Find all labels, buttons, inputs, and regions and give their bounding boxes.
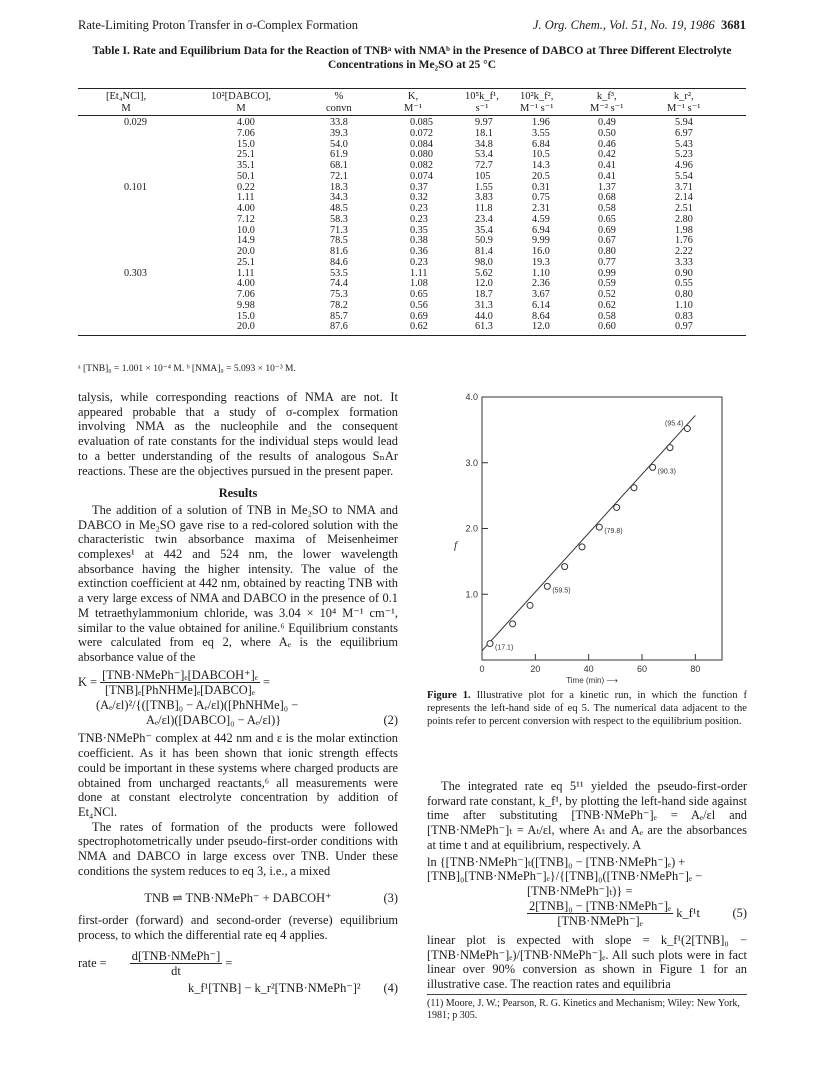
equation-5 <box>427 855 747 930</box>
table-cell: 5.94 <box>675 117 693 128</box>
column-header-line: M⁻¹ <box>404 103 423 114</box>
table-cell: 50.9 <box>475 235 493 247</box>
table-cell: 6.94 <box>532 224 550 236</box>
y-tick-label: 4.0 <box>465 392 478 402</box>
table-cell: 85.7 <box>330 310 348 322</box>
table-cell: 87.6 <box>330 321 348 333</box>
eq2-number: (2) <box>383 712 398 727</box>
page-number: 3681 <box>721 18 746 32</box>
table-cell: 0.69 <box>598 224 616 236</box>
table-cell: 4.00 <box>237 203 255 214</box>
table-cell: 0.029 <box>124 117 147 128</box>
table-cell: 0.085 <box>410 117 433 128</box>
table-cell: 18.1 <box>475 127 493 139</box>
table-cell: 0.42 <box>598 149 616 161</box>
table-cell: 3.71 <box>675 181 693 193</box>
eq3-number: (3) <box>383 890 398 905</box>
column-header-line: M⁻¹ s⁻¹ <box>667 103 701 114</box>
x-tick-label: 60 <box>636 664 648 674</box>
kinetic-plot <box>427 385 747 685</box>
table-cell: 50.1 <box>237 170 255 182</box>
table-cell: 1.10 <box>675 299 693 311</box>
table-bottom-rule <box>78 335 746 336</box>
table-cell: 0.97 <box>675 321 693 333</box>
eq4-fraction <box>130 949 222 979</box>
section-heading-results: Results <box>218 486 258 501</box>
column-header-line: M <box>121 103 131 114</box>
table-cell: 4.96 <box>675 160 693 171</box>
column-header-line: % <box>334 91 344 102</box>
table-cell: 3.55 <box>532 127 550 139</box>
table-cell: 0.084 <box>410 138 433 150</box>
table-cell: 20.0 <box>237 321 255 333</box>
table-cell: 0.62 <box>410 321 428 333</box>
table-cell: 0.23 <box>410 213 428 225</box>
table-cell: 0.074 <box>410 170 433 182</box>
table-cell: 1.55 <box>475 181 493 193</box>
table-cell: 9.98 <box>237 299 255 311</box>
table-cell: 2.51 <box>675 203 693 214</box>
y-axis-label: f <box>454 539 458 552</box>
paragraph-eq5-intro: The integrated rate eq 5¹¹ yielded the pseudo-first-order forward rate constant, k_f¹, by plotting the left-hand side against time after substituting [TNB·NMePh⁻]ₑ = Aₑ/εl and [TNB·NMePh⁻]ₜ = Aₜ/εl, where Aₜ and Aₑ are the absorbances at time t and at equilibrium, respectively. A <box>427 779 747 852</box>
eq5-denominator: [TNB·NMePh⁻]ₑ <box>557 914 643 929</box>
table-cell: 11.8 <box>475 203 493 214</box>
table-cell: 0.101 <box>124 181 147 193</box>
table-cell: 1.11 <box>410 267 428 279</box>
column-header <box>590 91 623 115</box>
table-cell: 0.69 <box>410 310 428 322</box>
table-cell: 5.54 <box>675 170 693 182</box>
point-label: (59.5) <box>552 587 571 595</box>
paragraph-eq5-after: linear plot is expected with slope = k_f¹(2[TNB]₀ − [TNB·NMePh⁻]ₑ)/[TNB·NMePh⁻]ₑ. All such plots were in fact linear over 90% conversion as shown in Figure 1 for an illustrative case. The reaction rates and equilibria <box>427 933 747 992</box>
table-cell: 44.0 <box>475 310 493 322</box>
column-header <box>465 91 499 115</box>
table-cell: 0.32 <box>410 192 428 204</box>
eq5-fraction <box>527 899 673 929</box>
table-cell: 0.23 <box>410 203 428 214</box>
table-cell: 74.4 <box>330 278 348 290</box>
table-cell: 0.35 <box>410 224 428 236</box>
table-cell: 53.4 <box>475 149 493 161</box>
column-header-line: M <box>236 103 246 114</box>
x-axis-label: Time (min) ⟶ <box>566 676 618 685</box>
table-cell: 81.4 <box>475 246 493 257</box>
data-point <box>579 544 585 550</box>
table-cell: 78.5 <box>330 235 348 247</box>
table-cell: 75.3 <box>330 289 348 300</box>
table-cell: 5.23 <box>675 149 693 161</box>
table-cell: 0.50 <box>598 127 616 139</box>
column-header-line: M⁻¹ s⁻¹ <box>520 103 554 114</box>
table-cell: 0.83 <box>675 310 693 322</box>
table-cell: 35.4 <box>475 224 493 236</box>
table-cell: 9.97 <box>475 117 493 128</box>
table-cell: 0.67 <box>598 235 616 247</box>
y-tick-label: 1.0 <box>465 589 478 600</box>
table-footnote: ᵃ [TNB]₀ = 1.001 × 10⁻⁴ M. ᵇ [NMA]₀ = 5.093 × 10⁻³ M. <box>78 364 296 374</box>
column-header-line: k_r², <box>673 91 694 102</box>
table-cell: 10.5 <box>532 149 550 161</box>
column-header-line: K, <box>407 91 419 102</box>
table-cell: 0.072 <box>410 127 433 139</box>
table-cell: 53.5 <box>330 267 348 279</box>
table-cell: 3.33 <box>675 256 693 268</box>
table-cell: 0.62 <box>598 299 616 311</box>
table-cell: 68.1 <box>330 160 348 171</box>
table-cell: 14.3 <box>532 160 550 171</box>
column-header-line: 10²[DABCO], <box>211 91 272 102</box>
column-header-line: [Et₄NCl], <box>106 91 147 102</box>
eq4-rhs: k_f¹[TNB] − k_r²[TNB·NMePh⁻]² <box>188 981 361 996</box>
table-cell: 0.41 <box>598 170 616 182</box>
data-point <box>510 621 516 627</box>
eq2-fraction <box>100 668 260 698</box>
equation-3 <box>78 891 398 906</box>
column-header-line: s⁻¹ <box>475 103 489 114</box>
table-cell: 0.31 <box>532 181 550 193</box>
table-cell: 1.10 <box>532 267 550 279</box>
table-header <box>78 89 746 115</box>
table-cell: 6.97 <box>675 127 693 139</box>
paragraph-results-4: first-order (forward) and second-order (reverse) equilibrium process, to which the differential rate eq 4 applies. <box>78 913 398 942</box>
table-cell: 4.00 <box>237 278 255 290</box>
table-cell: 0.080 <box>410 149 433 161</box>
table-cell: 0.68 <box>598 192 616 204</box>
table-cell: 20.5 <box>532 170 550 182</box>
table-cell: 15.0 <box>237 138 255 150</box>
table-cell: 0.38 <box>410 235 428 247</box>
x-tick-label: 40 <box>583 664 594 674</box>
table-cell: 78.2 <box>330 299 348 311</box>
table-cell: 18.3 <box>330 181 348 193</box>
eq5-line3: [TNB·NMePh⁻]ₜ)} = <box>527 883 633 898</box>
table-cell: 0.58 <box>598 203 616 214</box>
figure-caption-label: Figure 1. <box>427 690 471 701</box>
paragraph-results-2: TNB·NMePh⁻ complex at 442 nm and ε is the molar extinction coefficient. As it has been shown that ionic strength effects could be important in these systems where charged products are obtained from uncharged reactants,⁶ all measurements were done at constant electrolyte concentration by addition of Et₄NCl. <box>78 731 398 819</box>
table-cell: 34.8 <box>475 138 493 150</box>
table-cell: 0.80 <box>675 289 693 300</box>
table-cell: 2.80 <box>675 213 693 225</box>
table-cell: 54.0 <box>330 138 348 150</box>
table-cell: 0.99 <box>598 267 616 279</box>
table-cell: 2.36 <box>532 278 550 290</box>
equation-4: rate = $\frac{\text{d[TNB·NMePh⁻]}}{dt}$ = k_f¹[TNB] − k_r²[TNB·NMePh⁻]² (4) <box>78 948 398 996</box>
table-cell: 19.3 <box>532 256 550 268</box>
table-cell: 0.59 <box>598 278 616 290</box>
column-header <box>106 91 146 115</box>
column-header <box>404 91 422 115</box>
table-cell: 61.9 <box>330 149 348 161</box>
left-column <box>78 390 398 996</box>
table-header-rule <box>78 115 746 116</box>
column-header <box>211 91 271 115</box>
column-header-line: 10⁵k_f¹, <box>465 91 499 102</box>
table-cell: 0.49 <box>598 117 616 128</box>
table-cell: 1.76 <box>675 235 693 247</box>
table-cell: 8.64 <box>532 310 550 322</box>
table-cell: 58.3 <box>330 213 348 225</box>
eq2-line2: (Aₑ/εl)²/{([TNB]₀ − Aₑ/εl)([PhNHMe]₀ − <box>96 698 299 713</box>
table-cell: 0.80 <box>598 246 616 257</box>
eq4-lhs: rate = <box>78 955 107 970</box>
eq2-numerator: [TNB·NMePh⁻]ₑ[DABCOH⁺]ₑ <box>102 667 258 682</box>
table-cell: 3.67 <box>532 289 550 300</box>
fit-line <box>482 415 695 650</box>
table-cell: 6.84 <box>532 138 550 150</box>
table-cell: 0.77 <box>598 256 616 268</box>
data-point <box>596 524 602 530</box>
right-column <box>427 779 747 992</box>
reference-footnote: (11) Moore, J. W.; Pearson, R. G. Kinetics and Mechanism; Wiley: New York, 1981; p 305. <box>427 994 747 1022</box>
table-body <box>78 118 746 333</box>
eq5-line1: ln {[TNB·NMePh⁻]ₜ([TNB]₀ − [TNB·NMePh⁻]ₑ) + <box>427 854 686 869</box>
data-point <box>544 583 550 589</box>
table-cell: 23.4 <box>475 213 493 225</box>
table-cell: 0.75 <box>532 192 550 204</box>
eq2-line3: Aₑ/εl)([DABCO]₀ − Aₑ/εl)} <box>146 712 282 727</box>
eq2-lhs: K = <box>78 674 98 689</box>
eq3-text: TNB ⇌ TNB·NMePh⁻ + DABCOH⁺ <box>144 890 332 905</box>
table-cell: 0.90 <box>675 267 693 279</box>
table-cell: 1.11 <box>237 192 255 204</box>
table-row <box>78 129 746 140</box>
table-cell: 18.7 <box>475 289 493 300</box>
x-tick-label: 80 <box>690 664 701 674</box>
table-cell: 0.52 <box>598 289 616 300</box>
y-tick-label: 3.0 <box>465 457 478 468</box>
equation-2: K = $\frac{\text{[TNB·NMePh⁻]ₑ[DABCOH⁺]ₑ}}{\text{[TNB]ₑ[PhNHMe]ₑ[DABCO]ₑ}}$ = (Aₑ/εl)²/{([TNB]₀ − Aₑ/εl)([PhNHMe]₀ − Aₑ/εl)([DABCO]₀ − Aₑ/εl)} (2) <box>78 667 398 727</box>
column-header-line: k_f³, <box>596 91 617 102</box>
eq4-numerator: d[TNB·NMePh⁻] <box>131 948 221 963</box>
table-cell: 0.56 <box>410 299 428 311</box>
table-cell: 7.12 <box>237 213 255 225</box>
table-cell: 4.59 <box>532 213 550 225</box>
column-header <box>667 91 700 115</box>
eq5-tail: k_f¹t <box>676 905 700 920</box>
eq5-number: (5) <box>732 906 747 921</box>
table-cell: 48.5 <box>330 203 348 214</box>
table-row <box>78 258 746 269</box>
column-header <box>520 91 553 115</box>
table-cell: 72.1 <box>330 170 348 182</box>
column-header <box>326 91 352 115</box>
journal-name: J. Org. Chem., Vol. 51, No. 19, 1986 <box>532 18 715 32</box>
table-cell: 1.98 <box>675 224 693 236</box>
table-cell: 0.303 <box>124 267 147 279</box>
figure-1 <box>427 385 747 685</box>
table-cell: 81.6 <box>330 246 348 257</box>
table-cell: 12.0 <box>532 321 550 333</box>
figure-caption <box>427 689 747 728</box>
table-cell: 34.3 <box>330 192 348 204</box>
table-cell: 72.7 <box>475 160 493 171</box>
table-cell: 84.6 <box>330 256 348 268</box>
eq5-line2: [TNB]₀[TNB·NMePh⁻]ₑ}/{[TNB]₀([TNB·NMePh⁻]ₑ − <box>427 869 703 884</box>
journal-citation <box>533 18 746 33</box>
data-point <box>487 641 493 647</box>
table-cell: 0.65 <box>598 213 616 225</box>
column-header-line: M⁻² s⁻¹ <box>590 103 624 114</box>
data-point <box>631 485 637 491</box>
table-row <box>78 215 746 226</box>
table-row <box>78 322 746 333</box>
table-cell: 15.0 <box>237 310 255 322</box>
table-cell: 0.22 <box>237 181 255 193</box>
data-point <box>562 564 568 570</box>
table-cell: 25.1 <box>237 256 255 268</box>
table-cell: 6.14 <box>532 299 550 311</box>
table-cell: 33.8 <box>330 117 348 128</box>
column-header-line: 10²k_f², <box>520 91 554 102</box>
table-cell: 1.08 <box>410 278 428 290</box>
column-header-line: convn <box>326 103 352 114</box>
table-cell: 1.96 <box>532 117 550 128</box>
table-row <box>78 172 746 183</box>
running-title: Rate-Limiting Proton Transfer in σ-Complex Formation <box>78 18 358 32</box>
table-cell: 98.0 <box>475 256 493 268</box>
table-cell: 61.3 <box>475 321 493 333</box>
x-tick-label: 20 <box>530 664 541 674</box>
figure-caption-text: Illustrative plot for a kinetic run, in which the function f represents the left-hand side of eq 5. The numerical data adjacent to the points refer to percent conversion with respect to the equilibrium position. <box>427 690 747 727</box>
table-cell: 0.37 <box>410 181 428 193</box>
paragraph-results-3: The rates of formation of the products were followed spectrophotometrically under pseudo-first-order conditions with NMA and DABCO in large excess over TNB. Under these conditions the system reduces to eq 3, i.e., a mixed <box>78 819 398 878</box>
table-row <box>78 301 746 312</box>
table-cell: 16.0 <box>532 246 550 257</box>
data-table <box>78 88 746 336</box>
table-cell: 0.65 <box>410 289 428 300</box>
table-cell: 1.11 <box>237 267 255 279</box>
table-cell: 0.23 <box>410 256 428 268</box>
table-cell: 14.9 <box>237 235 255 247</box>
table-cell: 71.3 <box>330 224 348 236</box>
table-cell: 10.0 <box>237 224 255 236</box>
data-point <box>614 504 620 510</box>
eq4-number: (4) <box>383 981 398 996</box>
data-point <box>667 445 673 451</box>
table-cell: 1.37 <box>598 181 616 193</box>
table-cell: 2.14 <box>675 192 693 204</box>
table-cell: 0.58 <box>598 310 616 322</box>
x-tick-label: 0 <box>479 664 485 674</box>
table-cell: 0.46 <box>598 138 616 150</box>
table-cell: 12.0 <box>475 278 493 290</box>
paragraph-results-1: The addition of a solution of TNB in Me₂SO to NMA and DABCO in Me₂SO gave rise to a red-colored solution with the characteristic twin absorbance maxima of Meisenheimer complexes¹ at 442 and 524 nm, the lower wavelength absorbance having the higher intensity. The value of the extinction coefficient at 442 nm, obtained by reacting TNB with a very large excess of NMA and DABCO in the presence of 0.1 M tetraethylammonium chloride, was 3.04 × 10⁴ M⁻¹ cm⁻¹, similar to the value obtained for aniline.⁶ Equilibrium constants were calculated from eq 2, where Aₑ is the equilibrium absorbance value of the <box>78 502 398 664</box>
table-cell: 2.22 <box>675 246 693 257</box>
table-cell: 31.3 <box>475 299 493 311</box>
point-label: (90.3) <box>657 468 676 476</box>
table-cell: 25.1 <box>237 149 255 161</box>
paragraph-intro: talysis, while corresponding reactions of NMA are not. It appeared probable that a study of σ-complex formation involving NMA as the nucleophile and the consequent evaluation of rate constants for the individual steps would lead to a better understanding of the results of analogous SₙAr reactions. These are the objectives pursued in the present paper. <box>78 390 398 478</box>
table-cell: 105 <box>475 170 491 182</box>
table-cell: 39.3 <box>330 127 348 139</box>
point-label: (79.8) <box>604 528 623 536</box>
table-cell: 4.00 <box>237 117 255 128</box>
point-label: (17.1) <box>495 644 514 652</box>
table-cell: 0.41 <box>598 160 616 171</box>
table-cell: 0.36 <box>410 246 428 257</box>
data-point <box>684 426 690 432</box>
table-cell: 5.43 <box>675 138 693 150</box>
table-cell: 7.06 <box>237 127 255 139</box>
table-cell: 3.83 <box>475 192 493 204</box>
y-tick-label: 2.0 <box>465 523 478 534</box>
eq4-denominator: dt <box>171 964 181 979</box>
table-cell: 35.1 <box>237 160 255 171</box>
point-label: (95.4) <box>665 420 684 428</box>
data-point <box>527 602 533 608</box>
eq5-numerator: 2[TNB]₀ − [TNB·NMePh⁻]ₑ <box>529 898 672 913</box>
table-cell: 0.60 <box>598 321 616 333</box>
eq2-denominator: [TNB]ₑ[PhNHMe]ₑ[DABCO]ₑ <box>105 683 255 698</box>
table-cell: 5.62 <box>475 267 493 279</box>
table-cell: 20.0 <box>237 246 255 257</box>
table-cell: 2.31 <box>532 203 550 214</box>
table-cell: 7.06 <box>237 289 255 300</box>
table-cell: 9.99 <box>532 235 550 247</box>
table-cell: 0.082 <box>410 160 433 171</box>
table-cell: 0.55 <box>675 278 693 290</box>
data-point <box>650 464 656 470</box>
table-caption: Table I. Rate and Equilibrium Data for the Reaction of TNBᵃ with NMAᵇ in the Presence of DABCO at Three Different Electrolyte Concentrations in Me₂SO at 25 °C <box>92 45 732 71</box>
